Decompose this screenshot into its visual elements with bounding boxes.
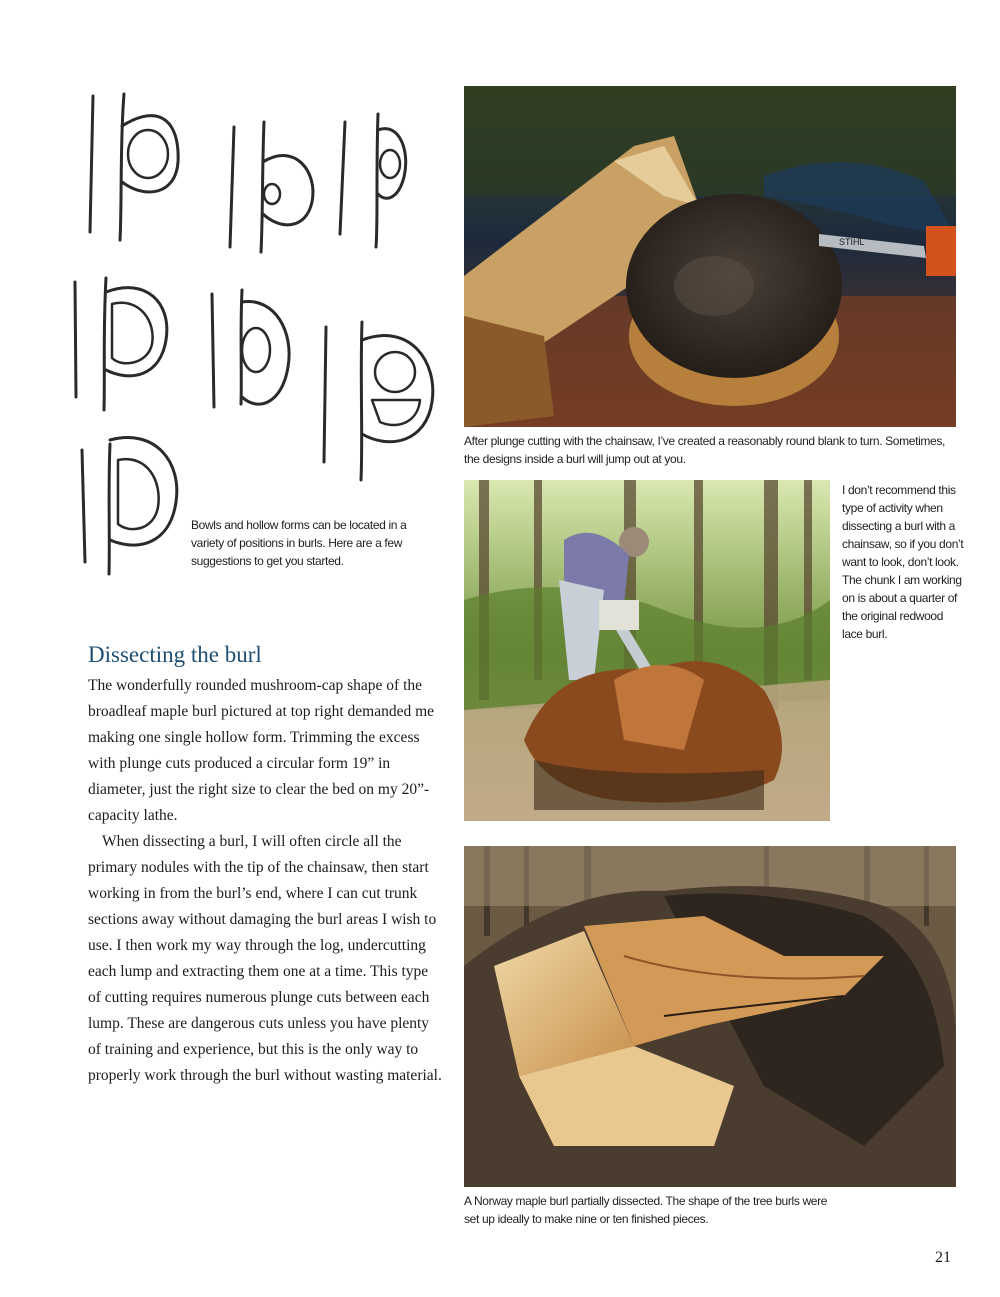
- norway-maple-burl-photo-icon: [464, 846, 956, 1187]
- bottom-photo-caption-line2: set up ideally to make nine or ten finished pieces.: [464, 1212, 709, 1226]
- burl-blank-photo: [464, 86, 956, 427]
- top-photo-caption-line2: the designs inside a burl will jump out at you.: [464, 452, 686, 466]
- bottom-photo-caption: [464, 1192, 964, 1228]
- section-body: [88, 673, 444, 1089]
- sketch-figure-3: [340, 114, 406, 247]
- chainsaw-dissecting-photo-icon: [464, 480, 830, 821]
- top-photo-caption: [464, 432, 964, 468]
- sketch-caption: Bowls and hollow forms can be located in a variety of positions in burls. Here are a few suggestions to get you started.: [191, 518, 407, 568]
- middle-photo-side-caption: I don’t recommend this type of activity when dissecting a burl with a chainsaw, so if you don’t want to look, don’t look. The chunk I am working on is about a quarter of the original redwood lace burl.: [842, 483, 964, 641]
- saw-brand-label: STIHL: [839, 237, 865, 247]
- chainsaw-dissecting-photo: [464, 480, 830, 821]
- page-number: 21: [935, 1249, 951, 1266]
- pencil-sketch-icon: [60, 82, 450, 587]
- sketch-figure-7: [82, 438, 177, 574]
- top-photo-caption-line1: After plunge cutting with the chainsaw, I’ve created a reasonably round blank to turn. Sometimes,: [464, 434, 946, 448]
- sketch-figure-4: [75, 278, 167, 410]
- burl-blank-photo-icon: [464, 86, 956, 427]
- body-paragraph-1: The wonderfully rounded mushroom-cap shape of the broadleaf maple burl pictured at top right demanded me making one single hollow form. Trimming the excess with plunge cuts produced a circular form 19” in diameter, just the right size to clear the bed on my 20”-capacity lathe.: [88, 677, 435, 824]
- sketch-figure-2: [230, 122, 313, 252]
- norway-maple-burl-photo: [464, 846, 956, 1187]
- burl-sketch-illustration: [60, 82, 450, 587]
- sketch-figure-6: [324, 322, 433, 480]
- section-heading: Dissecting the burl: [88, 642, 262, 667]
- bottom-photo-caption-line1: A Norway maple burl partially dissected. The shape of the tree burls were: [464, 1194, 828, 1208]
- sketch-figure-1: [90, 94, 178, 240]
- sketch-figure-5: [212, 290, 289, 407]
- body-paragraph-2: When dissecting a burl, I will often circle all the primary nodules with the tip of the chainsaw, then start working in from the burl’s end, where I can cut trunk sections away without damaging the burl areas I wish to use. I then work my way through the log, undercutting each lump and extracting them one at a time. This type of cutting requires numerous plunge cuts between each lump. These are dangerous cuts unless you have plenty of training and experience, but this is the only way to properly work through the burl without wasting material.: [88, 833, 442, 1084]
